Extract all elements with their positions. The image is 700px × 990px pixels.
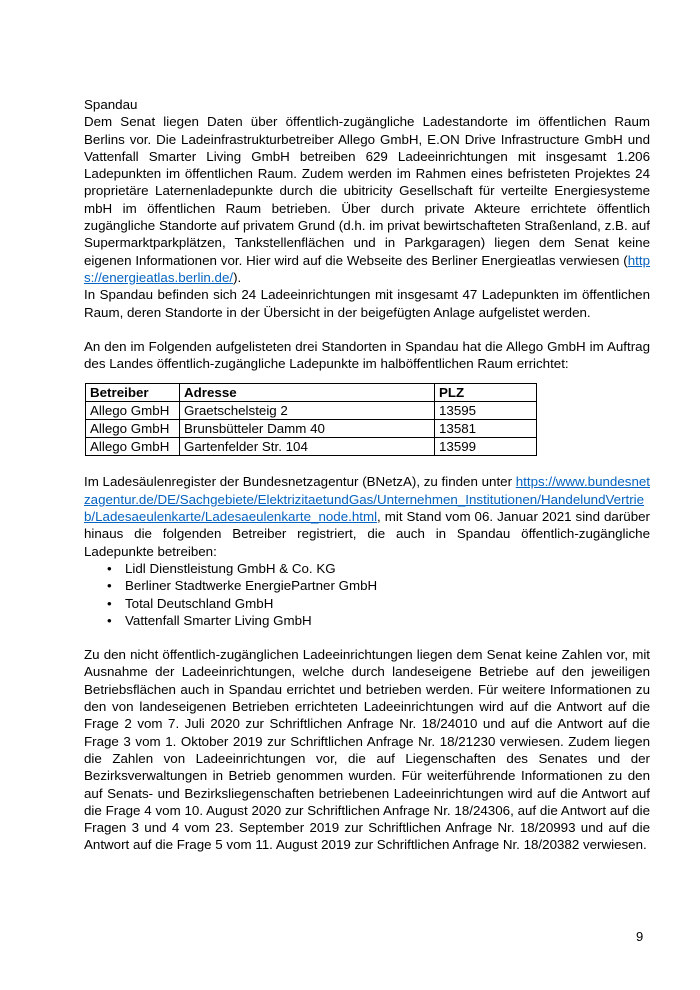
cell-operator: Allego GmbH	[86, 420, 180, 438]
spacer	[84, 321, 650, 338]
bnetza-link[interactable]: https://www.bundesnetzagentur.de/DE/Sachgebiete/ElektrizitaetundGas/Unternehmen_Institutionen/HandelundVertrieb/Ladesaeulenkarte/Ladesaeulenkarte_node.html	[84, 474, 650, 525]
paragraph-non-public: Zu den nicht öffentlich-zugänglichen Ladeeinrichtungen liegen dem Senat keine Zahlen vor, mit Ausnahme der Ladeeinrichtungen, welche durch landeseigene Betriebe auf den jeweiligen Betriebsflächen auch in Spandau errichtet und betrieben werden. Für weitere Informationen zu den von landeseigenen Betrieben errichteten Ladeeinrichtungen wird auf die Antwort auf die Frage 2 vom 7. Juli 2020 zur Schriftlichen Anfrage Nr. 18/24010 und auf die Antwort auf die Frage 3 vom 1. Oktober 2019 zur Schriftlichen Anfrage Nr. 18/21230 verwiesen. Zudem liegen die Zahlen von Ladeeinrichtungen vor, die auf Liegenschaften des Senates und der Bezirksverwaltungen in Betrieb genommen wurden. Für weiterführende Informationen zu den auf Senats- und Bezirksliegenschaften betriebenen Ladeeinrichtungen wird auf die Antwort auf die Frage 4 vom 10. August 2020 zur Schriftlichen Anfrage Nr. 18/24306, auf die Antwort auf die Fragen 3 und 4 vom 23. September 2019 zur Schriftlichen Anfrage Nr. 18/20993 und auf die Antwort auf die Frage 5 vom 11. August 2019 zur Schriftlichen Anfrage Nr. 18/20382 verwiesen.	[84, 647, 650, 853]
paragraph-bnetza	[84, 473, 650, 559]
table-row	[86, 402, 537, 420]
cell-operator: Allego GmbH	[86, 402, 180, 420]
cell-operator: Allego GmbH	[86, 438, 180, 456]
paragraph-allego-intro: An den im Folgenden aufgelisteten drei Standorten in Spandau hat die Allego GmbH im Auftrag des Landes öffentlich-zugängliche Ladepunkte im halböffentlichen Raum errichtet:	[84, 338, 650, 372]
spacer	[84, 629, 650, 646]
cell-plz: 13581	[435, 420, 537, 438]
document-body	[84, 96, 650, 854]
header-plz: PLZ	[435, 384, 537, 402]
spacer	[84, 456, 650, 473]
section-heading: Spandau	[84, 97, 138, 112]
table-row	[86, 438, 537, 456]
cell-plz: 13599	[435, 438, 537, 456]
table-row	[86, 420, 537, 438]
energieatlas-link[interactable]: https://energieatlas.berlin.de/	[84, 252, 650, 285]
paragraph-charging-data-text: Dem Senat liegen Daten über öffentlich-zugängliche Ladestandorte im öffentlichen Raum Berlins vor. Die Ladeinfrastrukturbetreiber Allego GmbH, E.ON Drive Infrastructure GmbH und Vattenfall Smarter Living GmbH betreiben 629 Ladeeinrichtungen mit insgesamt 1.206 Ladepunkten im öffentlichen Raum. Zudem werden im Rahmen eines befristeten Projektes 24 proprietäre Laternenladepunkte durch die ubitricity Gesellschaft für verteilte Energiesysteme mbH im öffentlichen Raum betrieben. Über durch private Akteure errichtete öffentlich zugängliche Standorte auf privatem Grund (d.h. im privat bewirtschafteten Straßenland, z.B. auf Supermarktparkplätzen, Tankstellenflächen und in Parkgaragen) liegen dem Senat keine eigenen Informationen vor. Hier wird auf die Webseite des Berliner Energieatlas verwiesen (	[84, 114, 650, 268]
operator-list	[84, 560, 650, 629]
page-number: 9	[636, 929, 644, 944]
cell-address: Graetschelsteig 2	[180, 402, 435, 420]
allego-stations-table	[85, 383, 537, 456]
paragraph-bnetza-end: , mit Stand vom 06. Januar 2021 sind darüber hinaus die folgenden Betreiber registriert, die auch in Spandau öffentlich-zugängliche Ladepunkte betreiben:	[84, 509, 650, 559]
list-item: • Vattenfall Smarter Living GmbH	[125, 612, 650, 629]
table-header-row	[86, 384, 537, 402]
header-address: Adresse	[180, 384, 435, 402]
paragraph-charging-data-end: ).	[233, 269, 242, 285]
list-item: • Berliner Stadtwerke EnergiePartner GmbH	[125, 577, 650, 594]
paragraph-charging-data	[84, 113, 650, 286]
cell-address: Gartenfelder Str. 104	[180, 438, 435, 456]
list-item: • Total Deutschland GmbH	[125, 595, 650, 612]
cell-address: Brunsbütteler Damm 40	[180, 420, 435, 438]
paragraph-bnetza-text: Im Ladesäulenregister der Bundesnetzagentur (BNetzA), zu finden unter	[84, 474, 516, 490]
paragraph-spandau-count: In Spandau befinden sich 24 Ladeeinrichtungen mit insgesamt 47 Ladepunkten im öffentlichen Raum, deren Standorte in der Übersicht in der beigefügten Anlage aufgelistet werden.	[84, 287, 650, 320]
header-operator: Betreiber	[86, 384, 180, 402]
list-item: • Lidl Dienstleistung GmbH & Co. KG	[125, 560, 650, 577]
cell-plz: 13595	[435, 402, 537, 420]
